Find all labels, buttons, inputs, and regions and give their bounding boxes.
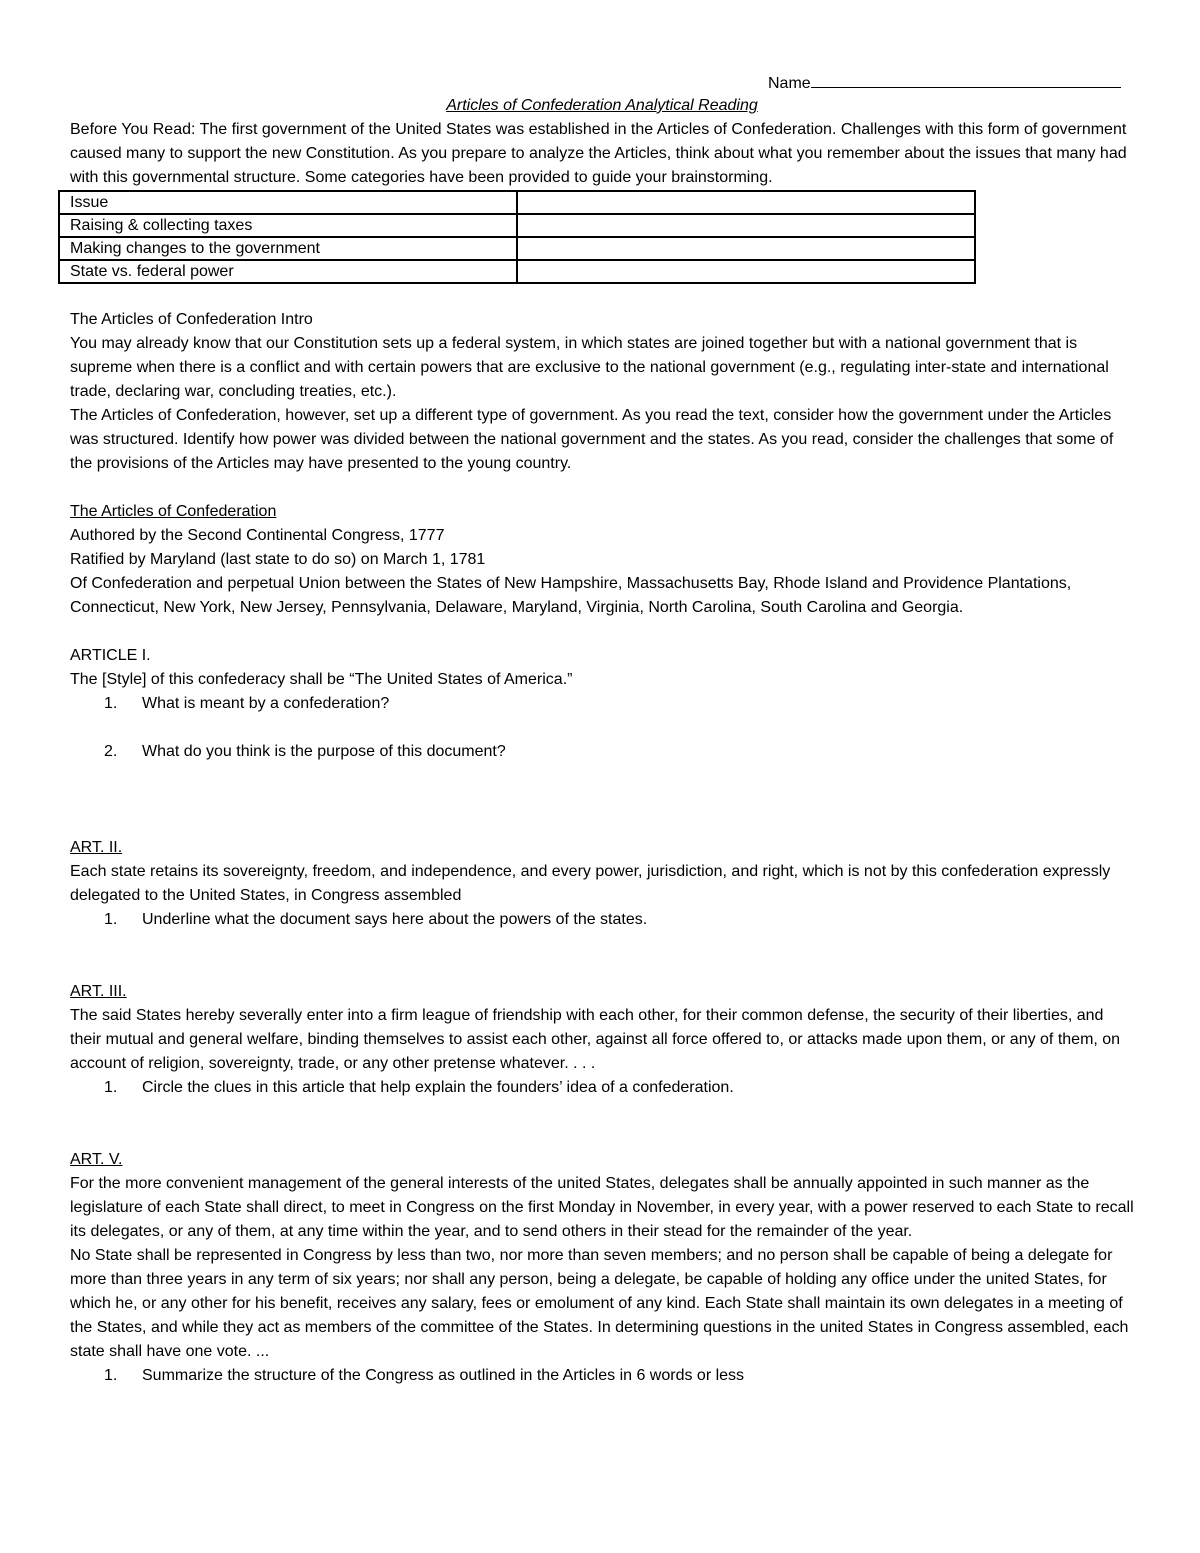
table-row	[59, 214, 975, 237]
table-row	[59, 237, 975, 260]
table-row	[59, 260, 975, 283]
document-preamble: Of Confederation and perpetual Union between the States of New Hampshire, Massachusetts Bay, Rhode Island and Providence Plantations, Connecticut, New York, New Jersey, Pennsylvania, Delaware, Maryland, Virginia, North Carolina, South Carolina and Georgia.	[70, 575, 1072, 616]
table-cell-label: Issue	[59, 191, 517, 214]
question-item	[70, 692, 1134, 716]
question-text: Underline what the document says here about the powers of the states.	[142, 911, 648, 928]
question-item	[70, 1076, 1134, 1100]
table-cell-label: State vs. federal power	[59, 260, 517, 283]
name-blank-line[interactable]	[811, 70, 1121, 88]
question-text: What is meant by a confederation?	[142, 695, 390, 712]
table-cell-answer[interactable]	[517, 214, 975, 237]
intro-paragraph: You may already know that our Constitution sets up a federal system, in which states are joined together but with a national government that is supreme when there is a conflict and with certain powers that are exclusive to the national government (e.g., regulating inter-state and international trade, declaring war, concluding treaties, etc.).	[70, 335, 1109, 400]
article-1-heading: ARTICLE I.	[70, 647, 151, 664]
question-item	[70, 1364, 1134, 1388]
before-you-read-text: Before You Read: The first government of the United States was established in the Articles of Confederation. Challenges with this form of government caused many to support the new Constitution. As you prepare to analyze the Articles, think about what you remember about the issues that many had with this governmental structure. Some categories have been provided to guide your brainstorming.	[70, 121, 1127, 186]
document-heading: The Articles of Confederation	[70, 503, 277, 520]
document-ratified: Ratified by Maryland (last state to do so) on March 1, 1781	[70, 551, 486, 568]
question-text: What do you think is the purpose of this document?	[142, 743, 506, 760]
question-number: 1.	[104, 1367, 118, 1384]
article-2-heading: ART. II.	[70, 839, 123, 856]
spacer	[70, 620, 1134, 644]
question-number: 2.	[104, 743, 118, 760]
table-cell-answer[interactable]	[517, 191, 975, 214]
brainstorm-table	[58, 190, 976, 284]
article-3-heading: ART. III.	[70, 983, 127, 1000]
table-row	[59, 191, 975, 214]
article-5-heading: ART. V.	[70, 1151, 123, 1168]
spacer	[70, 812, 1134, 836]
question-item	[70, 740, 1134, 764]
answer-space[interactable]	[70, 716, 1134, 740]
table-cell-answer[interactable]	[517, 237, 975, 260]
question-number: 1.	[104, 1079, 118, 1096]
answer-space[interactable]	[70, 764, 1134, 812]
document-authored: Authored by the Second Continental Congress, 1777	[70, 527, 445, 544]
spacer	[70, 476, 1134, 500]
table-cell-label: Making changes to the government	[59, 237, 517, 260]
intro-heading: The Articles of Confederation Intro	[70, 311, 313, 328]
worksheet-body	[70, 118, 1134, 1388]
article-2-text: Each state retains its sovereignty, freedom, and independence, and every power, jurisdiction, and right, which is not by this confederation expressly delegated to the United States, in Congress assembled	[70, 863, 1111, 904]
question-text: Summarize the structure of the Congress as outlined in the Articles in 6 words or less	[142, 1367, 745, 1384]
article-5-paragraph: For the more convenient management of the general interests of the united States, delegates shall be annually appointed in such manner as the legislature of each State shall direct, to meet in Congress on the first Monday in November, in every year, with a power reserved to each State to recall its delegates, or any of them, at any time within the year, and to send others in their stead for the remainder of the year.	[70, 1175, 1134, 1240]
table-cell-label: Raising & collecting taxes	[59, 214, 517, 237]
spacer	[70, 284, 1134, 308]
question-text: Circle the clues in this article that help explain the founders’ idea of a confederation.	[142, 1079, 734, 1096]
question-number: 1.	[104, 911, 118, 928]
name-label: Name	[768, 75, 811, 92]
answer-space[interactable]	[70, 1100, 1134, 1148]
article-1-text: The [Style] of this confederacy shall be “The United States of America.”	[70, 671, 573, 688]
article-5-paragraph: No State shall be represented in Congress by less than two, nor more than seven members; and no person shall be capable of being a delegate for more than three years in any term of six years; nor shall any person, being a delegate, be capable of holding any office under the united States, for which he, or any other for his benefit, receives any salary, fees or emolument of any kind. Each State shall maintain its own delegates in a meeting of the States, and while they act as members of the committee of the States. In determining questions in the united States in Congress assembled, each state shall have one vote. ...	[70, 1247, 1129, 1360]
page-title: Articles of Confederation Analytical Reading	[446, 97, 758, 114]
name-field	[768, 70, 1130, 96]
table-cell-answer[interactable]	[517, 260, 975, 283]
question-item	[70, 908, 1134, 932]
intro-paragraph: The Articles of Confederation, however, set up a different type of government. As you read the text, consider how the government under the Articles was structured. Identify how power was divided between the national government and the states. As you read, consider the challenges that some of the provisions of the Articles may have presented to the young country.	[70, 407, 1114, 472]
question-number: 1.	[104, 695, 118, 712]
answer-space[interactable]	[70, 932, 1134, 980]
article-3-text: The said States hereby severally enter into a firm league of friendship with each other, for their common defense, the security of their liberties, and their mutual and general welfare, binding themselves to assist each other, against all force offered to, or attacks made upon them, or any of them, on account of religion, sovereignty, trade, or any other pretense whatever. . . .	[70, 1007, 1121, 1072]
